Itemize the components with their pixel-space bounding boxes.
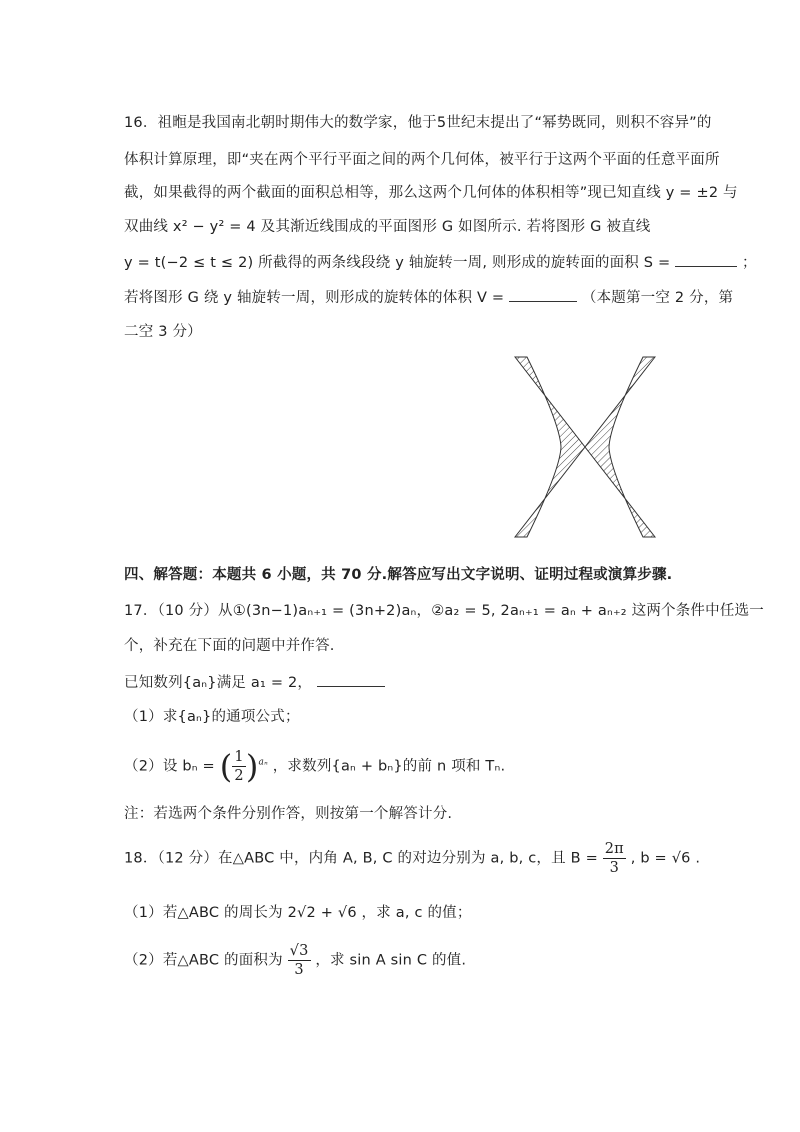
- q16-line-2: 体积计算原理，即“夹在两个平行平面之间的两个几何体，被平行于这两个平面的任意平面所: [124, 152, 720, 168]
- q18-part-1: （1）若△ABC 的周长为 2√2 + √6 ，求 a, c 的值；: [124, 905, 472, 921]
- q16-line-6-end: （本题第一空 2 分，第: [581, 290, 734, 306]
- q16-line-1: 16．祖暅是我国南北朝时期伟大的数学家，他于5世纪末提出了“幂势既同，则积不容异”的: [124, 115, 712, 131]
- q18-part-2-post: ，求 sin A sin C 的值.: [315, 952, 467, 969]
- q17-line-3-text: 已知数列{aₙ}满足 a₁ = 2，: [124, 675, 313, 691]
- exponent: aₙ: [258, 757, 268, 768]
- q17-line-2: 个，补充在下面的问题中并作答.: [124, 638, 335, 654]
- q17-part-2-pre: （2）设 bₙ =: [124, 758, 215, 775]
- q16-line-3: 截，如果截得的两个截面的面积总相等，那么这两个几何体的体积相等”现已知直线 y = ±2 与: [124, 185, 738, 201]
- fraction-sqrt3-over-3: [288, 942, 311, 979]
- q18-line-1-post: , b = √6 .: [630, 850, 701, 867]
- q16-line-6-text: 若将图形 G 绕 y 轴旋转一周，则形成的旋转体的体积 V =: [124, 290, 505, 306]
- q17-part-2-post: ，求数列{aₙ + bₙ}的前 n 项和 Tₙ.: [272, 758, 506, 775]
- fraction-numerator: 2π: [604, 841, 624, 857]
- q16-line-6: [124, 287, 733, 308]
- q17-note: 注：若选两个条件分别作答，则按第一个解答计分.: [124, 806, 453, 822]
- fraction-numerator: √3: [289, 943, 309, 959]
- q16-line-4: 双曲线 x² − y² = 4 及其渐近线围成的平面图形 G 如图所示. 若将图形 G 被直线: [124, 219, 651, 235]
- q17-line-3: [124, 672, 385, 693]
- q16-line-5-text: y = t(−2 ≤ t ≤ 2) 所截得的两条线段绕 y 轴旋转一周, 则形成的旋转面的面积 S =: [124, 255, 671, 271]
- region-left: [515, 357, 585, 537]
- q18-part-2-pre: （2）若△ABC 的面积为: [124, 952, 283, 969]
- section-4-heading: 四、解答题：本题共 6 小题，共 70 分.解答应写出文字说明、证明过程或演算步骤.: [124, 567, 673, 583]
- hyperbola-figure: [505, 350, 665, 545]
- region-right: [585, 357, 655, 537]
- q18-line-1: [124, 840, 700, 880]
- q16-line-5-end: ；: [742, 255, 757, 271]
- answer-blank-condition: [317, 672, 385, 687]
- answer-blank-v: [509, 287, 577, 302]
- left-paren: (: [219, 747, 233, 786]
- right-paren: ): [245, 747, 259, 786]
- fraction-denominator: 3: [294, 962, 304, 978]
- fraction-denominator: 3: [609, 860, 620, 876]
- answer-blank-s: [675, 252, 737, 267]
- q17-line-1: 17．（10 分）从①(3n−1)aₙ₊₁ = (3n+2)aₙ，②a₂ = 5, 2aₙ₊₁ = aₙ + aₙ₊₂ 这两个条件中任选一: [124, 603, 764, 619]
- q16-line-5: [124, 252, 757, 273]
- q16-line-7: 二空 3 分）: [124, 324, 202, 340]
- q18-part-2: [124, 942, 466, 982]
- q17-part-2: [124, 748, 505, 788]
- fraction-two-pi-over-three: [603, 840, 626, 877]
- q18-line-1-pre: 18．（12 分）在△ABC 中，内角 A, B, C 的对边分别为 a, b, c，且 B =: [124, 850, 598, 867]
- q17-part-1: （1）求{aₙ}的通项公式；: [124, 709, 300, 725]
- fraction-one-half: [232, 748, 245, 785]
- fraction-denominator: 2: [234, 768, 244, 784]
- fraction-numerator: 1: [234, 749, 244, 765]
